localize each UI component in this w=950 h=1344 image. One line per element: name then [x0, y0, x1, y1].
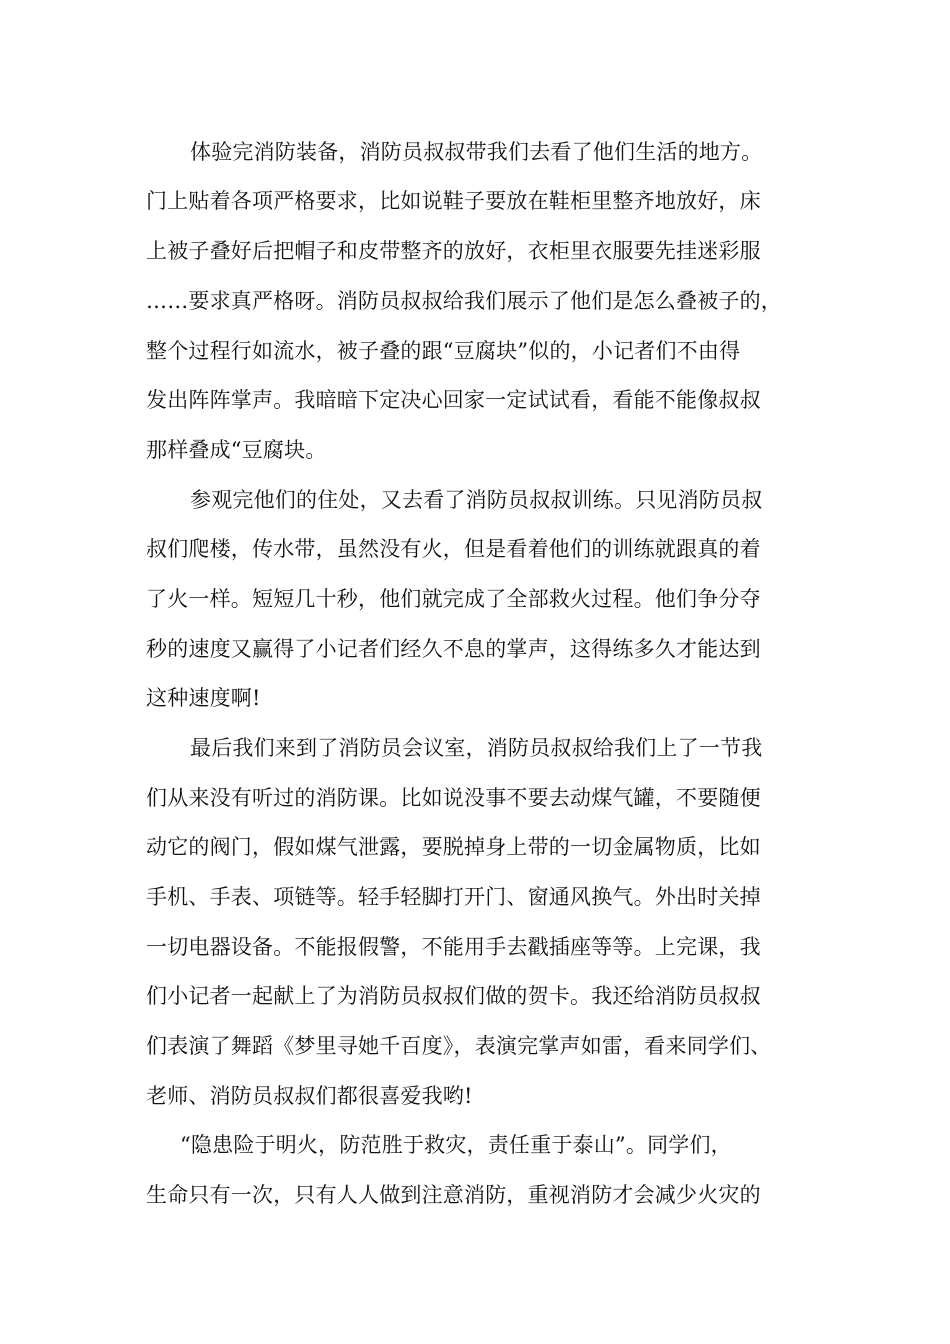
- paragraph-3-line: 们表演了舞蹈《梦里寻她千百度》，表演完掌声如雷，看来同学们、: [146, 1034, 772, 1058]
- paragraph-3-line: 们从来没有听过的消防课。比如说没事不要去动煤气罐，不要随便: [146, 786, 761, 810]
- paragraph-3-line: 最后我们来到了消防员会议室，消防员叔叔给我们上了一节我: [190, 736, 763, 760]
- paragraph-1-line: 发出阵阵掌声。我暗暗下定决心回家一定试试看，看能不能像叔叔: [146, 388, 761, 412]
- paragraph-3-line: 动它的阀门，假如煤气泄露，要脱掉身上带的一切金属物质，比如: [146, 835, 761, 859]
- paragraph-2-line: 了火一样。短短几十秒，他们就完成了全部救火过程。他们争分夺: [146, 587, 761, 611]
- paragraph-1-line: 门上贴着各项严格要求，比如说鞋子要放在鞋柜里整齐地放好，床: [146, 189, 761, 213]
- paragraph-3-line: 一切电器设备。不能报假警，不能用手去戳插座等等。上完课，我: [146, 935, 761, 959]
- paragraph-4-line: “隐患险于明火，防范胜于救灾，责任重于泰山”。同学们，: [180, 1133, 732, 1157]
- paragraph-1-line: 上被子叠好后把帽子和皮带整齐的放好，衣柜里衣服要先挂迷彩服: [146, 239, 761, 263]
- paragraph-1-line: 那样叠成“豆腐块。: [146, 438, 327, 462]
- paragraph-1-line: ……要求真严格呀。消防员叔叔给我们展示了他们是怎么叠被子的，: [146, 289, 782, 313]
- paragraph-3-line: 老师、消防员叔叔们都很喜爱我哟!: [146, 1084, 473, 1108]
- paragraph-2-line: 参观完他们的住处，又去看了消防员叔叔训练。只见消防员叔: [190, 488, 763, 512]
- paragraph-2-line: 秒的速度又赢得了小记者们经久不息的掌声，这得练多久才能达到: [146, 637, 761, 661]
- paragraph-2-line: 叔们爬楼，传水带，虽然没有火，但是看着他们的训练就跟真的着: [146, 537, 761, 561]
- paragraph-3-line: 手机、手表、项链等。轻手轻脚打开门、窗通风换气。外出时关掉: [146, 885, 761, 909]
- paragraph-2-line: 这种速度啊!: [146, 686, 261, 710]
- paragraph-4-line: 生命只有一次，只有人人做到注意消防，重视消防才会减少火灾的: [146, 1183, 761, 1207]
- paragraph-3-line: 们小记者一起献上了为消防员叔叔们做的贺卡。我还给消防员叔叔: [146, 984, 761, 1008]
- paragraph-1-line: 体验完消防装备，消防员叔叔带我们去看了他们生活的地方。: [190, 140, 763, 164]
- paragraph-1-line: 整个过程行如流水，被子叠的跟“豆腐块”似的，小记者们不由得: [146, 339, 741, 363]
